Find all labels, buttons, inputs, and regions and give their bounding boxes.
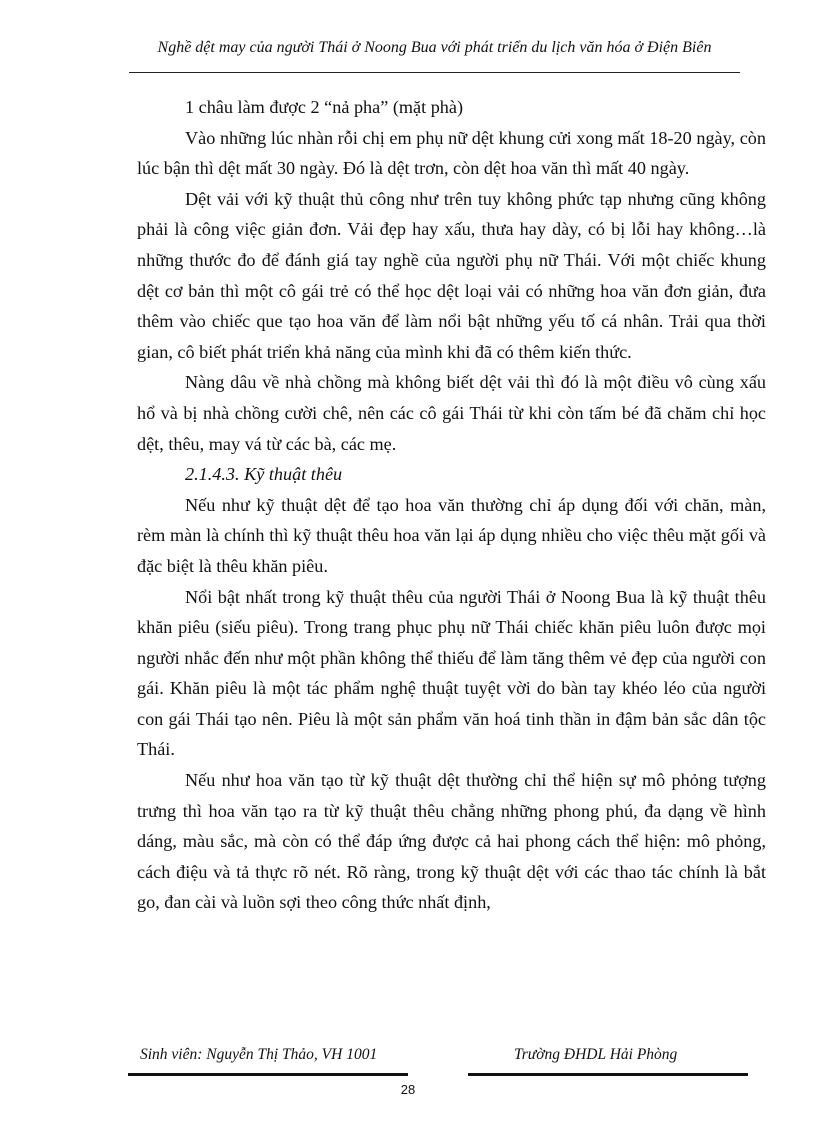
page-number: 28 (400, 1082, 416, 1097)
paragraph: Nếu như hoa văn tạo từ kỹ thuật dệt thường chỉ thể hiện sự mô phỏng tượng trưng thì hoa văn tạo ra từ kỹ thuật thêu chẳng những phong phú, đa dạng về hình dáng, màu sắc, mà còn có thể đáp ứng được cả hai phong cách thể hiện: mô phỏng, cách điệu và tả thực rõ nét. Rõ ràng, trong kỹ thuật dệt với các thao tác chính là bắt go, đan cài và luồn sợi theo công thức nhất định, (137, 770, 766, 913)
header-divider (129, 72, 740, 73)
footer-student: Sinh viên: Nguyễn Thị Thảo, VH 1001 (140, 1046, 378, 1063)
footer-divider-right (468, 1073, 748, 1076)
footer-divider-left (128, 1073, 408, 1076)
document-body (137, 92, 766, 918)
paragraph: Dệt vải với kỹ thuật thủ công như trên tuy không phức tạp nhưng cũng không phải là công việc giản đơn. Vải đẹp hay xấu, thưa hay dày, có bị lỗi hay không…là những thước đo để đánh giá tay nghề của người phụ nữ Thái. Với một chiếc khung dệt cơ bản thì một cô gái trẻ có thể học dệt loại vải có những hoa văn đơn giản, đưa thêm vào chiếc que tạo hoa văn để làm nổi bật những yếu tố cá nhân. Trải qua thời gian, cô biết phát triển khả năng của mình khi đã có thêm kiến thức. (137, 188, 766, 362)
paragraph: Nếu như kỹ thuật dệt để tạo hoa văn thường chỉ áp dụng đối với chăn, màn, rèm màn là chính thì kỹ thuật thêu hoa văn lại áp dụng nhiều cho việc thêu mặt gối và đặc biệt là thêu khăn piêu. (137, 494, 766, 576)
paragraph: Nổi bật nhất trong kỹ thuật thêu của người Thái ở Noong Bua là kỹ thuật thêu khăn piêu (siếu piêu). Trong trang phục phụ nữ Thái chiếc khăn piêu luôn được mọi người nhắc đến như một phần không thể thiếu để làm tăng thêm vẻ đẹp của người con gái. Khăn piêu là một tác phẩm nghệ thuật tuyệt vời do bàn tay khéo léo của người con gái Thái tạo nên. Piêu là một sản phẩm văn hoá tinh thần in đậm bản sắc dân tộc Thái. (137, 586, 766, 760)
footer-school: Trường ĐHDL Hải Phòng (514, 1046, 678, 1063)
paragraph: 1 châu làm được 2 “nả pha” (mặt phà) (185, 97, 464, 117)
section-heading: 2.1.4.3. Kỹ thuật thêu (185, 464, 343, 485)
page-header-title: Nghề dệt may của người Thái ở Noong Bua với phát triển du lịch văn hóa ở Điện Biên (157, 39, 712, 56)
paragraph: Nàng dâu về nhà chồng mà không biết dệt vải thì đó là một điều vô cùng xấu hổ và bị nhà chồng cười chê, nên các cô gái Thái từ khi còn tấm bé đã chăm chỉ học dệt, thêu, may vá từ các bà, các mẹ. (137, 372, 766, 454)
paragraph: Vào những lúc nhàn rỗi chị em phụ nữ dệt khung cửi xong mất 18-20 ngày, còn lúc bận thì dệt mất 30 ngày. Đó là dệt trơn, còn dệt hoa văn thì mất 40 ngày. (137, 127, 766, 179)
